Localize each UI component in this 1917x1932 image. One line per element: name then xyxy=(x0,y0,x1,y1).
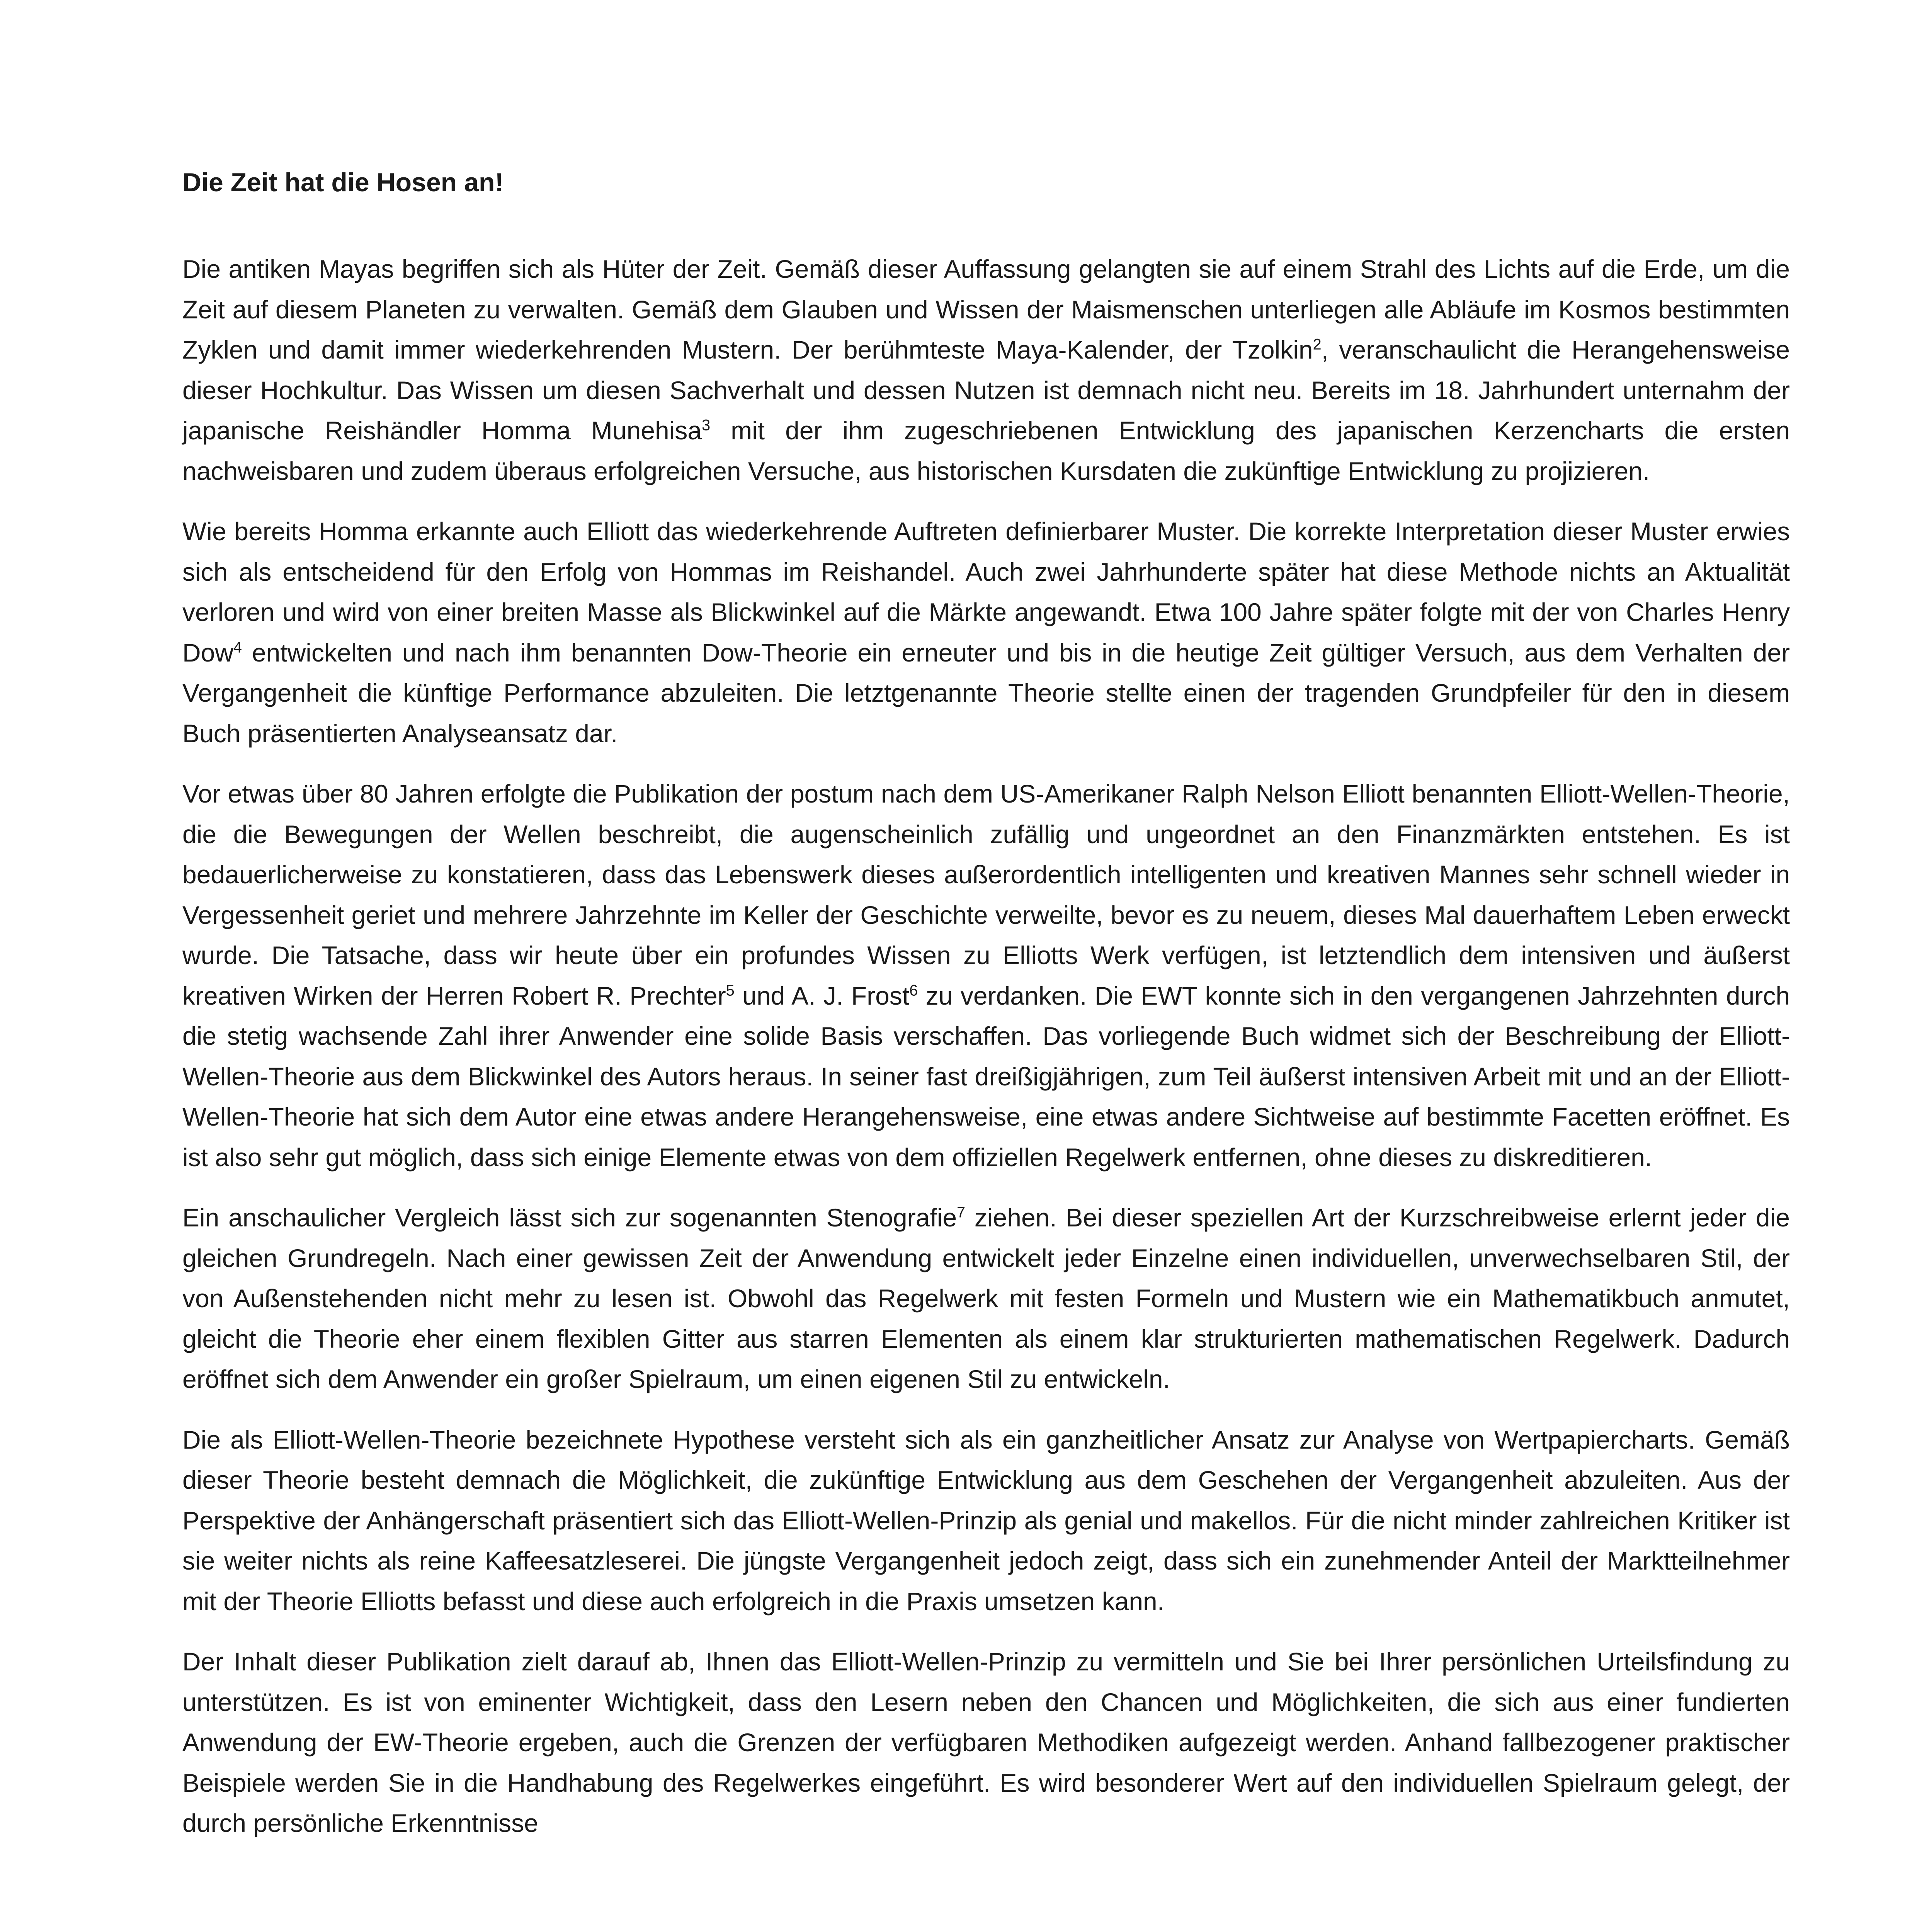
main-text xyxy=(182,162,1790,1864)
body-paragraph xyxy=(182,774,1790,1177)
paragraph-text: entwickelten und nach ihm benannten Dow-Theorie ein erneuter und bis in die heutige Zeit gültiger Versuch, aus dem Verhalten der Vergangenheit die künftige Performance abzuleiten. Die letztgenannte Theorie stellte einen der tragenden Grundpfeiler für den in diesem Buch präsentierten Analyseansatz dar. xyxy=(182,638,1790,748)
paragraph-text: Wie bereits Homma erkannte auch Elliott das wiederkehrende Auftreten definierbarer Muster. Die korrekte Interpretation dieser Muster erwies sich als entscheidend für den Erfolg von Hommas im Reishandel. Auch zwei Jahrhunderte später hat diese Methode nichts an Aktualität verloren und wird von einer breiten Masse als Blickwinkel auf die Märkte angewandt. Etwa 100 Jahre später folgte mit der von Charles Henry Dow xyxy=(182,517,1790,667)
footnote-ref: 4 xyxy=(233,638,242,656)
footnote-ref: 6 xyxy=(909,981,918,999)
footnote-ref: 7 xyxy=(957,1204,966,1221)
paragraph-text: Der Inhalt dieser Publikation zielt darauf ab, Ihnen das Elliott-Wellen-Prinzip zu vermitteln und Sie bei Ihrer persönlichen Urteilsfindung zu unterstützen. Es ist von eminenter Wichtigkeit, dass den Lesern neben den Chancen und Möglichkeiten, die sich aus einer fundierten Anwendung der EW-Theorie ergeben, auch die Grenzen der verfügbaren Methodiken aufgezeigt werden. Anhand fallbezogener praktischer Beispiele werden Sie in die Handhabung des Regelwerkes eingeführt. Es wird besonderer Wert auf den individuellen Spielraum gelegt, der durch persönliche Erkenntnisse xyxy=(182,1647,1790,1837)
paragraph-list xyxy=(182,249,1790,1844)
paragraph-text: Ein anschaulicher Vergleich lässt sich zur sogenannten Stenografie xyxy=(182,1203,957,1232)
paragraph-text: ziehen. Bei dieser speziellen Art der Kurzschreibweise erlernt jeder die gleichen Grundregeln. Nach einer gewissen Zeit der Anwendung entwickelt jeder Einzelne einen individuellen, unverwechselbaren Stil, der von Außenstehenden nicht mehr zu lesen ist. Obwohl das Regelwerk mit festen Formeln und Mustern wie ein Mathematikbuch anmutet, gleicht die Theorie eher einem flexiblen Gitter aus starren Elementen als einem klar strukturierten mathematischen Regelwerk. Dadurch eröffnet sich dem Anwender ein großer Spielraum, um einen eigenen Stil zu entwickeln. xyxy=(182,1203,1790,1393)
section-title: Die Zeit hat die Hosen an! xyxy=(182,168,504,197)
footnote-ref: 3 xyxy=(702,417,711,434)
paragraph-text: Die antiken Mayas begriffen sich als Hüter der Zeit. Gemäß dieser Auffassung gelangten sie auf einem Strahl des Lichts auf die Erde, um die Zeit auf diesem Planeten zu verwalten. Gemäß dem Glauben und Wissen der Maismenschen unterliegen alle Abläufe im Kosmos bestimmten Zyklen und damit immer wiederkehrenden Mustern. Der berühmteste Maya-Kalender, der Tzolkin xyxy=(182,255,1790,364)
footnote-ref: 2 xyxy=(1313,336,1322,353)
paragraph-text: , veranschaulicht die Herangehensweise dieser Hochkultur. Das Wissen um diesen Sachverhalt und dessen Nutzen ist demnach nicht neu. Bereits im 18. Jahrhundert unternahm der japanische Reishändler Homma Munehisa xyxy=(182,335,1790,445)
paragraph-text: und A. J. Frost xyxy=(734,981,910,1010)
paragraph-text: mit der ihm zugeschriebenen Entwicklung des japanischen Kerzencharts die ersten nachweisbaren und zudem überaus erfolgreichen Versuche, aus historischen Kursdaten die zukünftige Entwicklung zu projizieren. xyxy=(182,416,1790,485)
paragraph-text: Die als Elliott-Wellen-Theorie bezeichnete Hypothese versteht sich als ein ganzheitlicher Ansatz zur Analyse von Wertpapiercharts. Gemäß dieser Theorie besteht demnach die Möglichkeit, die zukünftige Entwicklung aus dem Geschehen der Vergangenheit abzuleiten. Aus der Perspektive der Anhängerschaft präsentiert sich das Elliott-Wellen-Prinzip als genial und makellos. Für die nicht minder zahlreichen Kritiker ist sie weiter nichts als reine Kaffeesatzleserei. Die jüngste Vergangenheit jedoch zeigt, dass sich ein zunehmender Anteil der Marktteilnehmer mit der Theorie Elliotts befasst und diese auch erfolgreich in die Praxis umsetzen kann. xyxy=(182,1425,1790,1616)
paragraph-text: zu verdanken. Die EWT konnte sich in den vergangenen Jahrzehnten durch die stetig wachsende Zahl ihrer Anwender eine solide Basis verschaffen. Das vorliegende Buch widmet sich der Beschreibung der Elliott-Wellen-Theorie aus dem Blickwinkel des Autors heraus. In seiner fast dreißigjährigen, zum Teil äußerst intensiven Arbeit mit und an der Elliott-Wellen-Theorie hat sich dem Autor eine etwas andere Herangehensweise, eine etwas andere Sichtweise auf bestimmte Facetten eröffnet. Es ist also sehr gut möglich, dass sich einige Elemente etwas von dem offiziellen Regelwerk entfernen, ohne dieses zu diskreditieren. xyxy=(182,981,1790,1172)
body-paragraph xyxy=(182,511,1790,753)
body-paragraph xyxy=(182,1420,1790,1622)
paragraph-text: Vor etwas über 80 Jahren erfolgte die Publikation der postum nach dem US-Amerikaner Ralph Nelson Elliott benannten Elliott-Wellen-Theorie, die die Bewegungen der Wellen beschreibt, die augenscheinlich zufällig und ungeordnet an den Finanzmärkten entstehen. Es ist bedauerlicherweise zu konstatieren, dass das Lebenswerk dieses außerordentlich intelligenten und kreativen Mannes sehr schnell wieder in Vergessenheit geriet und mehrere Jahrzehnte im Keller der Geschichte verweilte, bevor es zu neuem, dieses Mal dauerhaftem Leben erweckt wurde. Die Tatsache, dass wir heute über ein profundes Wissen zu Elliotts Werk verfügen, ist letztendlich dem intensiven und äußerst kreativen Wirken der Herren Robert R. Prechter xyxy=(182,779,1790,1010)
body-paragraph xyxy=(182,1641,1790,1844)
body-paragraph xyxy=(182,249,1790,491)
footnote-ref: 5 xyxy=(726,981,735,999)
body-paragraph xyxy=(182,1197,1790,1400)
